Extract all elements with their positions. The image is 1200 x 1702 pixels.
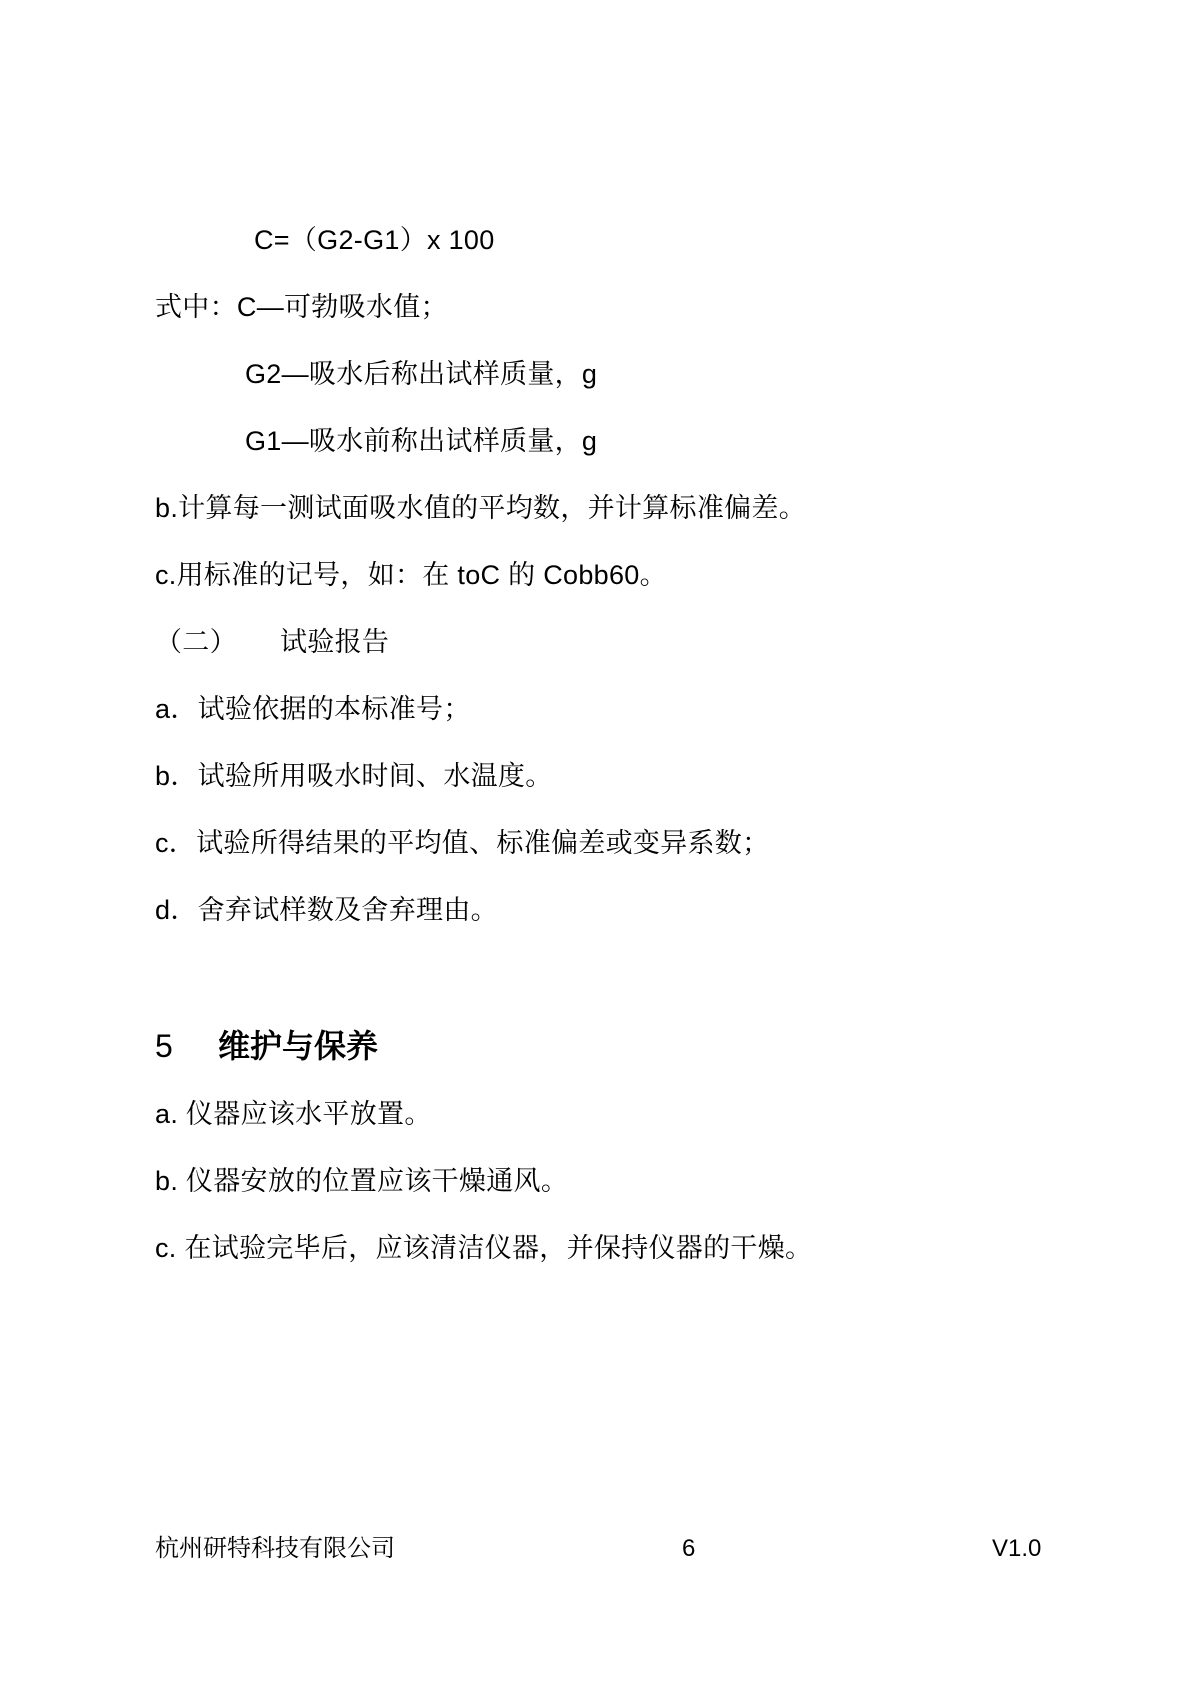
maintenance-item-b: b. 仪器安放的位置应该干燥通风。 <box>155 1166 569 1196</box>
formula-where-line: 式中：C—可勃吸水值； <box>155 292 448 322</box>
g2-definition: G2—吸水后称出试样质量，g <box>245 359 598 389</box>
subsection-title: 试验报告 <box>280 627 390 657</box>
footer-version: V1.0 <box>992 1535 1042 1562</box>
calculation-item-c: c.用标准的记号，如：在 toC 的 Cobb60。 <box>155 560 667 590</box>
section-heading <box>155 1026 378 1066</box>
maintenance-item-c: c. 在试验完毕后，应该清洁仪器，并保持仪器的干燥。 <box>155 1233 813 1263</box>
report-item-b: b．试验所用吸水时间、水温度。 <box>155 761 553 791</box>
report-item-a: a．试验依据的本标准号； <box>155 694 471 724</box>
report-item-c: c．试验所得结果的平均值、标准偏差或变异系数； <box>155 828 770 858</box>
maintenance-item-a: a. 仪器应该水平放置。 <box>155 1099 432 1129</box>
g1-definition: G1—吸水前称出试样质量，g <box>245 426 598 456</box>
footer-company: 杭州研特科技有限公司 <box>155 1535 395 1562</box>
report-item-d: d．舍弃试样数及舍弃理由。 <box>155 895 498 925</box>
subsection-heading <box>155 625 389 659</box>
section-title: 维护与保养 <box>218 1028 379 1064</box>
subsection-number: （二） <box>155 627 237 657</box>
formula-line: C=（G2-G1）x 100 <box>254 225 495 255</box>
calculation-item-b: b.计算每一测试面吸水值的平均数，并计算标准偏差。 <box>155 493 807 523</box>
section-number: 5 <box>155 1028 173 1064</box>
footer-page-number: 6 <box>682 1535 696 1562</box>
